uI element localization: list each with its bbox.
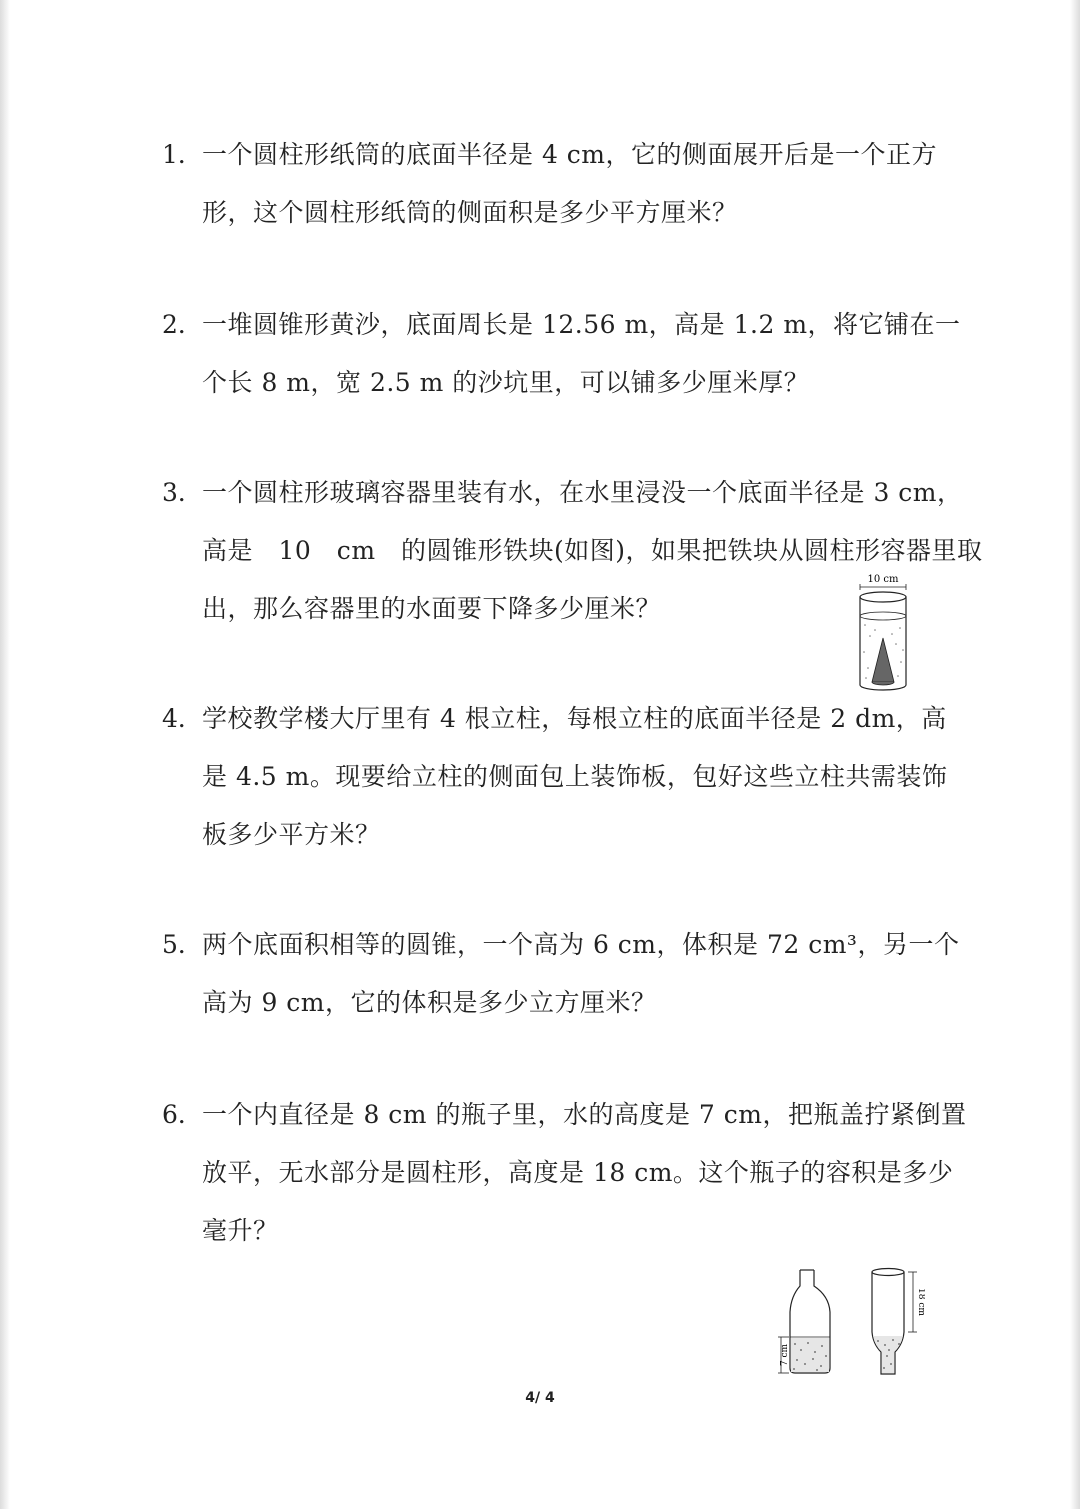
problem-3 <box>162 464 983 638</box>
problem-line: 学校教学楼大厅里有 4 根立柱，每根立柱的底面半径是 2 dm，高 <box>202 704 947 733</box>
problem-number: 4． <box>162 704 203 733</box>
figure-width-label: 10 cm <box>867 574 899 585</box>
problem-number: 1． <box>162 140 203 169</box>
problem-5 <box>162 916 960 1032</box>
page-number: 4/ 4 <box>525 1390 555 1406</box>
upright-bottle <box>778 1270 830 1373</box>
problem-line: 形，这个圆柱形纸筒的侧面积是多少平方厘米？ <box>202 198 738 227</box>
water-height-label: 7 cm <box>780 1343 790 1367</box>
problem-number: 2． <box>162 310 203 339</box>
problem-text <box>202 464 983 638</box>
problem-line: 两个底面积相等的圆锥，一个高为 6 cm，体积是 72 cm³，另一个 <box>202 930 960 959</box>
page-edge-right <box>1070 0 1080 1509</box>
cylinder-cone-figure <box>848 570 918 695</box>
problem-line: 板多少平方米？ <box>202 820 381 849</box>
problem-text <box>202 690 948 864</box>
problem-line: 一个内直径是 8 cm 的瓶子里，水的高度是 7 cm，把瓶盖拧紧倒置 <box>202 1100 967 1129</box>
problem-line: 一堆圆锥形黄沙，底面周长是 12.56 m，高是 1.2 m，将它铺在一 <box>202 310 961 339</box>
problem-line: 出，那么容器里的水面要下降多少厘米？ <box>202 594 662 623</box>
problem-line: 放平，无水部分是圆柱形，高度是 18 cm。这个瓶子的容积是多少 <box>202 1158 954 1187</box>
problem-6 <box>162 1086 967 1260</box>
bottle-figure <box>775 1262 925 1382</box>
problem-line: 毫升？ <box>202 1216 279 1245</box>
problem-line: 个长 8 m，宽 2.5 m 的沙坑里，可以铺多少厘米厚？ <box>202 368 810 397</box>
problem-number: 6． <box>162 1100 203 1129</box>
problem-line: 是 4.5 m。现要给立柱的侧面包上装饰板，包好这些立柱共需装饰 <box>202 762 948 791</box>
problem-line: 高为 9 cm，它的体积是多少立方厘米？ <box>202 988 657 1017</box>
inverted-bottle <box>872 1269 925 1375</box>
problem-1 <box>162 126 938 242</box>
problem-2 <box>162 296 961 412</box>
page-edge-left <box>0 0 10 1509</box>
problem-line: 一个圆柱形玻璃容器里装有水，在水里浸没一个底面半径是 3 cm， <box>202 478 963 507</box>
problem-text <box>202 1086 967 1260</box>
problem-text <box>202 126 938 242</box>
problem-line: 一个圆柱形纸筒的底面半径是 4 cm，它的侧面展开后是一个正方 <box>202 140 938 169</box>
problem-number: 3． <box>162 478 203 507</box>
problem-text <box>202 916 960 1032</box>
air-height-label: 18 cm <box>916 1288 925 1316</box>
problem-text <box>202 296 961 412</box>
problem-4 <box>162 690 948 864</box>
problem-number: 5． <box>162 930 203 959</box>
problem-line: 高是 10 cm 的圆锥形铁块(如图)，如果把铁块从圆柱形容器里取 <box>202 536 983 565</box>
